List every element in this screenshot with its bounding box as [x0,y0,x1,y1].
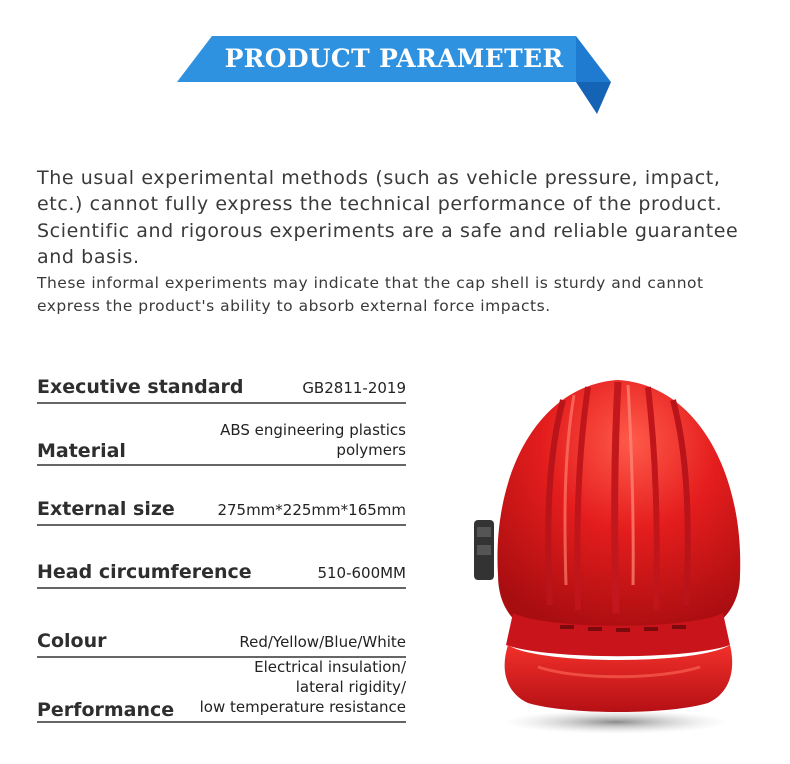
spec-value: 510-600MM [317,564,406,582]
spec-value [220,420,406,460]
spec-label: Material [37,440,126,462]
helmet-illustration [468,355,768,745]
spec-row-performance [37,658,406,723]
spec-value: 275mm*225mm*165mm [217,501,406,519]
spec-value: Red/Yellow/Blue/White [239,633,406,651]
product-parameter-banner [177,36,611,116]
spec-label: External size [37,498,175,520]
banner-title: PRODUCT PARAMETER [224,44,564,73]
intro-paragraph-2: Scientific and rigorous experiments are a safe and reliable guarantee and basis. [37,220,739,268]
spec-value-line: lateral rigidity/ [295,678,406,696]
spec-value-line: polymers [336,441,406,459]
spec-value-line: low temperature resistance [199,698,406,716]
spec-row-head-circumference [37,553,406,589]
spec-row-external-size [37,490,406,526]
spec-value: GB2811-2019 [302,379,406,397]
spec-row-executive-standard [37,367,406,404]
spec-row-colour [37,622,406,658]
red-safety-helmet-image [468,355,768,745]
spec-row-material [37,418,406,466]
intro-paragraph-1: The usual experimental methods (such as vehicle pressure, impact, etc.) cannot fully express the technical performance of the product. [37,167,723,215]
spec-value-line: Electrical insulation/ [254,658,406,676]
spec-value [200,657,406,717]
spec-label: Head circumference [37,561,252,583]
spec-label: Executive standard [37,376,244,398]
intro-paragraph-3: These informal experiments may indicate that the cap shell is sturdy and cannot express the product's ability to absorb external force impacts. [37,274,704,315]
spec-label: Colour [37,630,107,652]
spec-value-line: ABS engineering plastics [220,421,406,439]
spec-label: Performance [37,699,175,721]
